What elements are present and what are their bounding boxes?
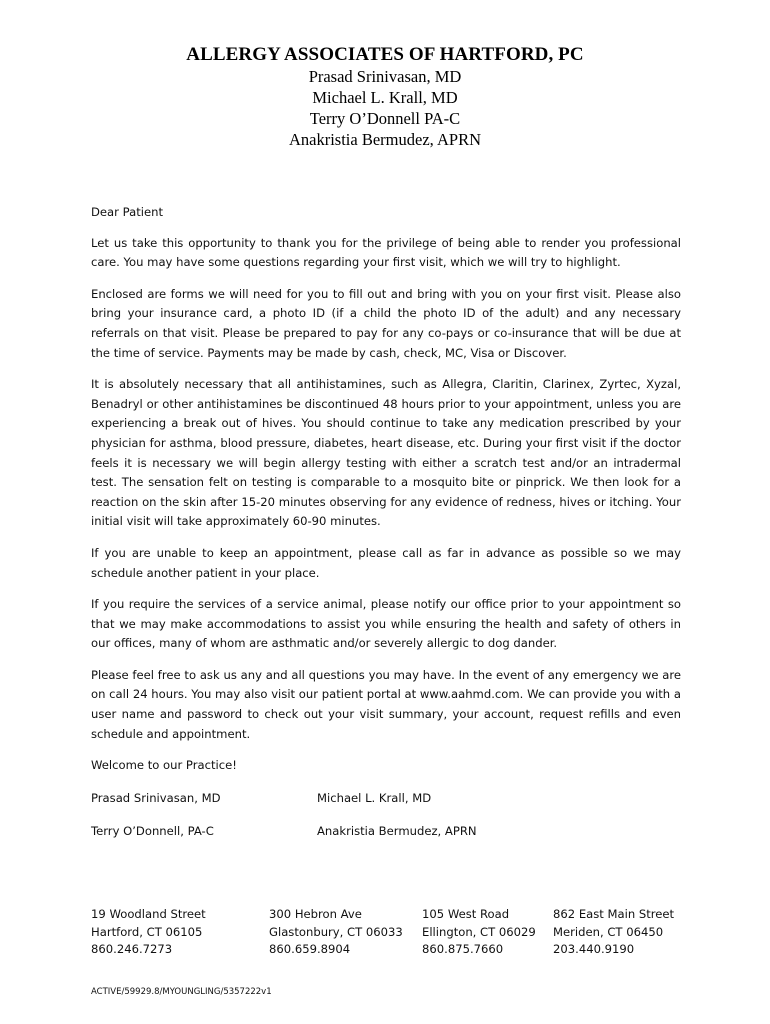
office-address	[553, 906, 674, 959]
signature-row	[91, 822, 681, 842]
office-address	[91, 906, 206, 959]
staff-name: Prasad Srinivasan, MD	[308, 67, 462, 86]
office-city: Glastonbury, CT 06033	[269, 924, 403, 939]
office-city: Ellington, CT 06029	[422, 924, 536, 939]
signature-name: Michael L. Krall, MD	[317, 790, 432, 805]
office-city: Hartford, CT 06105	[91, 924, 203, 939]
office-address	[422, 906, 536, 959]
staff-name: Anakristia Bermudez, APRN	[288, 130, 481, 149]
office-street: 19 Woodland Street	[91, 907, 206, 921]
office-phone: 860.875.7660	[422, 942, 504, 956]
closing-line: Welcome to our Practice!	[91, 758, 237, 773]
office-street: 862 East Main Street	[553, 907, 675, 921]
signature-name: Terry O’Donnell, PA-C	[91, 824, 214, 839]
staff-name: Terry O’Donnell PA-C	[309, 109, 461, 128]
office-street: 105 West Road	[422, 907, 510, 921]
office-address	[269, 906, 403, 959]
office-phone: 860.659.8904	[269, 942, 351, 956]
office-city: Meriden, CT 06450	[553, 924, 664, 939]
paragraph: Enclosed are forms we will need for you to fill out and bring with you on your first visit. Please also bring your insurance card, a photo ID (if a child the photo ID of the adult) and any necessary referrals on that visit. Please be prepared to pay for any co-pays or co-insurance that will be due at the time of service. Payments may be made by cash, check, MC, Visa or Discover.	[91, 286, 681, 360]
office-phone: 860.246.7273	[91, 942, 173, 956]
paragraph: It is absolutely necessary that all antihistamines, such as Allegra, Claritin, Clarinex, Zyrtec, Xyzal, Benadryl or other antihistamines be discontinued 48 hours prior to your appointment, unless you are experiencing a break out of hives. You should continue to take any medication prescribed by your physician for asthma, blood pressure, diabetes, heart disease, etc. During your first visit if the doctor feels it is necessary we will begin allergy testing with either a scratch test and/or an intradermal test. The sensation felt on testing is comparable to a mosquito bite or pinprick. We then look for a reaction on the skin after 15-20 minutes observing for any evidence of redness, hives or itching. Your initial visit will take approximately 60-90 minutes.	[91, 377, 681, 529]
document-id: ACTIVE/59929.8/MYOUNGLING/5357222v1	[91, 987, 272, 997]
signature-row	[91, 789, 681, 809]
salutation: Dear Patient	[91, 205, 163, 219]
firm-name: ALLERGY ASSOCIATES OF HARTFORD, PC	[186, 44, 584, 65]
paragraph: Let us take this opportunity to thank you for the privilege of being able to render you professional care. You may have some questions regarding your first visit, which we will try to highlight.	[91, 235, 681, 270]
paragraph: If you require the services of a service animal, please notify our office prior to your appointment so that we may make accommodations to assist you while ensuring the health and safety of others in our offices, many of whom are asthmatic and/or severely allergic to dog dander.	[91, 597, 681, 651]
office-street: 300 Hebron Ave	[269, 907, 362, 921]
signature-name: Anakristia Bermudez, APRN	[317, 824, 477, 839]
letter-body	[91, 203, 681, 856]
office-phone: 203.440.9190	[553, 942, 635, 956]
paragraph: Please feel free to ask us any and all questions you may have. In the event of any emergency we are on call 24 hours. You may also visit our patient portal at www.aahmd.com. We can provide you with a user name and password to check out your visit summary, your account, request refills and even schedule and appointment.	[91, 667, 681, 741]
letterhead	[0, 44, 770, 150]
signature-name: Prasad Srinivasan, MD	[91, 790, 221, 805]
staff-name: Michael L. Krall, MD	[312, 88, 458, 107]
paragraph: If you are unable to keep an appointment, please call as far in advance as possible so we may schedule another patient in your place.	[91, 545, 681, 580]
